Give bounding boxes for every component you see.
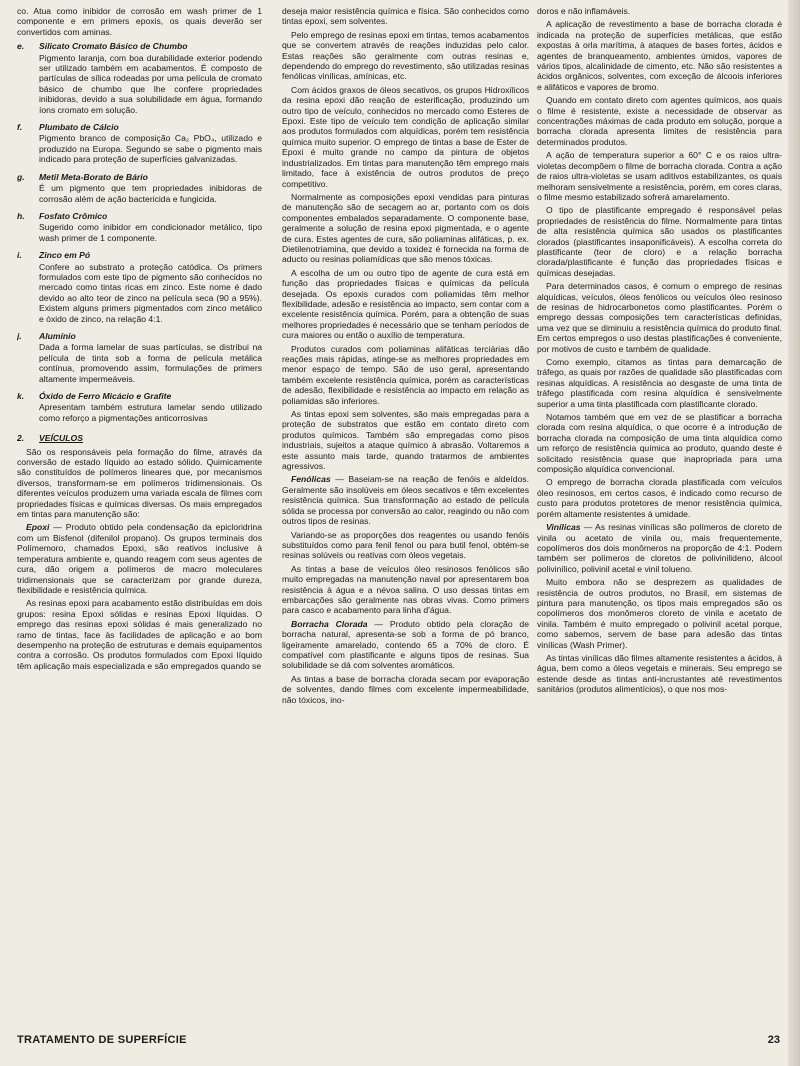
paragraph: co. Atua como inibidor de corrosão em wash primer de 1 componente e em primers epoxis, os quais deverão ser convertidos com aminas. — [17, 6, 262, 37]
paragraph: A ação de temperatura superior a 60° C e os raios ultra-violetas decompõem o filme de borracha clorada. Contra a ação de raios ultra-violetas se usam aditivos estabilizantes, os quais melhoram sensivelmente a resistência, porém, em cores claras, o filme mesmo estabilizado sofrerá amarelamento. — [537, 150, 782, 202]
pigment-item-letter: g. — [17, 171, 25, 182]
epoxi-text: — Produto obtido pela condensação da epicloridrina com um Bisfenol (difenilol propano). Os grupos terminais dos Polímemoro, chamados Epoxi, são reativos inclusive à temperatura ambiente e, quando reagem com seus agentes de cura, dão origem a polímeros de macro moleculares tridimensionais que se caracterizam por grande dureza, flexibilidade e resistência química. — [17, 522, 262, 595]
paragraph: Produtos curados com poliaminas alifáticas terciárias dão reações mais rápidas, atinge-se as melhores propriedades em menor espaço de tempo. São de uso geral, apresentando também excelente resistência química, porém as características de adesão, flexibilidade e resistência ao impacto em relação as poliamidas são inferiores. — [282, 343, 529, 406]
pigment-item-letter: i. — [17, 250, 22, 261]
paragraph: O tipo de plastificante empregado é responsável pelas propriedades de resistência do filme. Normalmente para tintas de alta resistência química são usados os plastificantes clorados (plastificantes insaponificáveis). A escolha correta do plastificante (teor de cloro) e a relação borracha clorada/plastificante é função das propriedades físicas e químicas desejadas. — [537, 205, 782, 278]
section-heading — [17, 433, 262, 443]
pigment-item-name: Zinco em Pó — [39, 250, 91, 261]
pigment-item-letter: j. — [17, 330, 22, 341]
paragraph: As tintas vinílicas dão filmes altamente resistentes a ácidos, à água, bem como a óleos vegetais e minerais. Seu emprego se estende desde as tintas anti-incrustantes até revestimentos sanitários (produtos alimentícios), o que nos mos- — [537, 652, 782, 695]
paragraph: O emprego de borracha clorada plastificada com veículos óleo resinosos, em certos casos, é indicado como recurso de custo para produtos protetores de menor resistência química, porém altamente resistentes à umidade. — [537, 477, 782, 519]
pigment-item-name: Fosfato Crômico — [39, 210, 108, 221]
pigment-item-name: Metil Meta-Borato de Bário — [39, 171, 148, 182]
pigment-item — [17, 391, 262, 423]
page-number: 23 — [767, 1034, 780, 1046]
vinilicas-lead: Vinílicas — [546, 522, 581, 533]
footer-title: TRATAMENTO DE SUPERFÍCIE — [17, 1034, 187, 1046]
pigment-item — [17, 331, 262, 384]
paragraph: Pelo emprego de resinas epoxi em tintas, temos acabamentos que se convertem através de reações induzidas pelo calor. Estas reações são geralmente com outras resinas e, dependendo do emprego do revestimento, são utilizadas resinas fenólicas vinílicas, amínicas, etc. — [282, 29, 529, 82]
paragraph: Muito embora não se desprezem as qualidades de resistência de outros produtos, no Brasil, em sistemas de pintura para manutenção, os tipos mais empregados são os copolímeros dos monômeros cloreto de vinila e acetato de vinila. Também é muito empregado o polivinil acetal porque, como sabemos, servem de base para adesão das tintas vinílicas (Wash Primer). — [537, 577, 782, 650]
paragraph-vinilicas — [537, 522, 782, 574]
paragraph: A aplicação de revestimento a base de borracha clorada é indicada na proteção de superfícies metálicas, que estão expostas à orla marítima, à ataques de bases fortes, ácidos e agentes de branqueamento, ambientes úmidos, vapores de vários tipos, alcalinidade de cimento, etc. Não são resistentes a ácidos orgânicos, solventes, com exceção de álcoois inferiores e alifáticos e vapores de bromo. — [537, 19, 782, 92]
page-edge-shadow — [788, 0, 800, 1066]
paragraph: Com ácidos graxos de óleos secativos, os grupos Hidroxílicos da resina epoxi dão reação de esterificação, produzindo um outro tipo de veículo, conhecidos no mercado como Esteres de Epoxi. Este tipo de veículo tem condição de aplicação similar aos produtos formulados com alquídicas, porém tem resistência química muito superior. O emprego de tintas a base de Ester de Epoxi é muito grande no campo da pintura de objetos industrializados. Em tintas para manutenção têm emprego mais limitado, face à existência de outros produtos de preço competitivo. — [282, 84, 529, 189]
pigment-item-body: Confere ao substrato a proteção catódica. Os primers formulados com este tipo de pigmento são conhecidos no mercado como tintas ricas em zinco. Este nome é dado devido ao alto teor de zinco na película seca (90 a 95%). Existem alguns primers pigmentados com zinco metálico e óxido de zinco, na relação 4:1. — [39, 261, 262, 324]
pigment-item-letter: e. — [17, 41, 25, 52]
fenolicas-text: — Baseiam-se na reação de fenóis e aldeídos. Geralmente são insolúveis em óleos secativos e têm excelentes resistência química. Sua transformação ao estado de película sólida se processa por conversão ao calor, reagindo ou não com outros tipos de resinas. — [282, 474, 529, 527]
pigment-item-title — [17, 391, 262, 401]
pigment-item-letter: f. — [17, 122, 23, 133]
pigment-item-title — [17, 41, 262, 51]
paragraph: doros e não inflamáveis. — [537, 6, 631, 16]
pigment-item-name: Óxido de Ferro Micácio e Grafite — [39, 391, 172, 401]
column-left — [17, 6, 262, 1024]
pigment-item-body: Pigmento branco de composição Ca₂ PbO₄, utilizado e produzido na Europa. Segundo se sabe o pigmento mais indicado para proteção de superfícies galvanizadas. — [39, 133, 262, 165]
paragraph-borracha — [282, 619, 529, 671]
paragraph: Quando em contato direto com agentes químicos, aos quais o filme é resistente, existe a necessidade de observar as concentrações máximas de cada produto em solução, porque a borracha clorada apresenta limites de resistência para determinados produtos. — [537, 95, 782, 147]
paragraph: As tintas epoxi sem solventes, são mais empregadas para a proteção de substratos que estão em contato direto com produtos químicos. Também são empregadas como pisos industriais, sujeitos a ataque químico à abrasão. Voltaremos a este assunto mais tarde, quando tratarmos de ambientes agressivos. — [282, 409, 529, 472]
paragraph: As tintas a base de veículos óleo resinosos fenólicos são muito empregadas na manutenção naval por apresentarem boa resistência à água e a névoa salina. O uso dessas tintas em embarcações são geralmente nas obras vivas. Como primers para casco e acabamento para linha d'água. — [282, 563, 529, 616]
paragraph: A escolha de um ou outro tipo de agente de cura está em função das propriedades físicas e químicas da película desejada. Os epoxis curados com poliamidas têm melhor flexibilidade, adesão e resistência ao impacto, sem contar com a excelente resistência química. Porém, para a obtenção de suas melhores propriedades é necessário que se tenham períodos de cura maiores ou então o auxílio de temperatura. — [282, 267, 529, 341]
pigment-item-letter: h. — [17, 210, 25, 221]
paragraph: São os responsáveis pela formação do filme, através da conversão de estado líquido ao estado sólido. Quimicamente são constituídos de polímeros lineares que, por mecanismos diversos, transformam-se em polímeros tridimensionais. Os diferentes veículos produzem uma variada escala de filmes com propriedades físicas e químicas diversas. Os mais empregados em tintas para manutenção são: — [17, 446, 262, 520]
pigment-item-body: Pigmento laranja, com boa durabilidade exterior podendo ser utilizado também em acabamentos. É composto de partículas de sílica rodeadas por uma película de cromato básico de chumbo que lhe confere propriedades inibidoras, devido a sua solubilidade em água, formando íons cromato em solução. — [39, 52, 262, 115]
paragraph-epoxi — [17, 522, 262, 595]
pigment-item-letter: k. — [17, 391, 25, 401]
paragraph: Variando-se as proporções dos reagentes ou usando fenóis substituídos como para fenil fenol ou para butil fenol, obtém-se resinas solúveis ou reativas com óleos vegetais. — [282, 529, 529, 561]
section-title: VEÍCULOS — [39, 433, 83, 444]
paragraph-fenolicas — [282, 474, 529, 526]
pigment-item-name: Plumbato de Cálcio — [39, 122, 119, 133]
pigment-list — [17, 41, 262, 423]
fenolicas-lead: Fenólicas — [291, 474, 331, 485]
paragraph: Como exemplo, citamos as tintas para demarcação de tráfego, as quais por razões de qualidade são plastificadas com resinas alquídicas. A resistência ao desgaste de uma tinta de tráfego plastificada com resina alquídica é sensivelmente superior a uma tinta plastificada com plastificante clorado. — [537, 357, 782, 409]
pigment-item-title — [17, 250, 262, 260]
section-number: 2. — [17, 433, 25, 444]
pigment-item-name: Silicato Cromato Básico de Chumbo — [39, 41, 188, 52]
paragraph: Normalmente as composições epoxi vendidas para pinturas de manutenção são de secagem ao ar, portanto com os dois componentes embalados separadamente. O componente base, geralmente a solução de resina epoxi pigmentada, e o agente de cura. Estes agentes de cura, são poliaminas alifáticas, p. ex. Dietilenotriamina, que devido a toxidez é fornecida na forma de aducto ou resinas poliamídicas que são menos tóxicas. — [282, 191, 529, 265]
vinilicas-text: — As resinas vinílicas são polímeros de cloreto de vinila ou acetato de vinila ou, mais frequentemente, copolímeros dos dois monômeros na proporção de 4:1. Podem também ser polímeros de cloretos de polivinilideno, álcool polivinílico, polivinil acetal e vinil tolueno. — [537, 522, 782, 574]
pigment-item-title — [17, 211, 262, 221]
pigment-item-title — [17, 172, 262, 182]
pigment-item-body: É um pigmento que tem propriedades inibidoras de corrosão além de ação bactericida e fungicida. — [39, 183, 262, 204]
borracha-text: — Produto obtido pela cloração de borracha natural, apresenta-se sob a forma de pó branco, ligeiramente amarelado, contendo 65 a 70% de cloro. É compatível com plastificante e alguns tipos de resinas. Sua solubilidade se dá com solventes aromáticos. — [282, 618, 529, 671]
pigment-item — [17, 250, 262, 324]
pigment-item-body: Apresentam também estrutura lamelar sendo utilizado como reforço a pigmentações anticorrosivas — [39, 402, 262, 423]
paragraph: Para determinados casos, é comum o emprego de resinas alquídicas, veículos, óleos fenólicos ou veículos óleo resinoso de resinas de hidrocarbonetos como plastificantes. Porém o emprego dessas composições tem características definidas, uma vez que se diminuiu a resistência química do produto final. Em certos empregos o uso destas plastificações é conveniente, por motivos de custo e também de qualidade. — [537, 281, 782, 354]
column-middle — [282, 6, 529, 1024]
paragraph: As resinas epoxi para acabamento estão distribuídas em dois grupos: resina Epoxi sólidas e resinas Epoxi líquidas. O emprego das resinas epoxi sólidas é mais generalizado no ramo de tintas, face às facilidades de aplicação e ao bom desempenho na proteção de estruturas e demais equipamentos contra a corrosão. Os produtos formulados com Epoxi líquido têm aplicação mais especializada e são empregados quando se — [17, 598, 262, 671]
pigment-item — [17, 41, 262, 115]
epoxi-lead: Epoxi — [26, 522, 50, 533]
pigment-item-body: Sugerido como inibidor em condicionador metálico, tipo wash primer de 1 componente. — [39, 222, 262, 243]
pigment-item-name: Alumínio — [39, 330, 76, 341]
pigment-item — [17, 122, 262, 165]
pigment-item-body: Dada a forma lamelar de suas partículas, se distribui na película de tinta sob a forma de película metálica contínua, promovendo assim, formulações de primers altamente impermeáveis. — [39, 342, 262, 384]
borracha-lead: Borracha Clorada — [291, 618, 368, 629]
paragraph: Notamos também que em vez de se plastificar a borracha clorada com resina alquídica, o que ocorre é a introdução de borracha clorada na composição de uma tinta alquídica como um reforço de resistência química ao produto, quando deste é solicitado resistência quase que inapropriada para uma composição alquídica convencional. — [537, 412, 782, 475]
pigment-item — [17, 211, 262, 243]
pigment-item — [17, 172, 262, 204]
pigment-item-title — [17, 331, 262, 341]
paragraph: As tintas a base de borracha clorada secam por evaporação de solventes, dando filmes com excelente impermeabilidade, não tóxicos, ino- — [282, 673, 529, 705]
pigment-item-title — [17, 122, 262, 132]
column-right — [537, 6, 782, 1024]
paragraph: deseja maior resistência química e física. São conhecidos como tintas epoxi, sem solventes. — [282, 6, 529, 27]
